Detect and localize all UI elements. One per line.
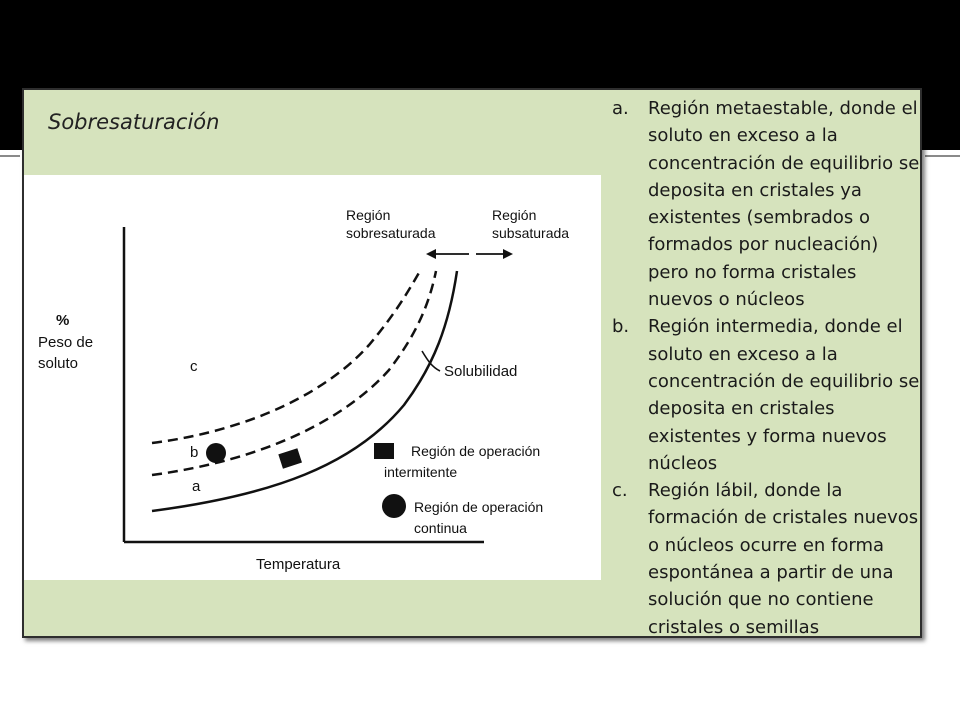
arrow-subsaturated-head [503, 249, 513, 259]
region-notes-list [612, 95, 924, 641]
y-axis-label-line-2: Peso de [38, 334, 94, 351]
arrow-supersaturated-head [426, 249, 436, 259]
divider-line-left [0, 155, 20, 157]
legend-continuous-marker [382, 494, 406, 518]
region-sub-label-line-1: Región [492, 207, 537, 223]
supersolubility-curve-outer [152, 271, 420, 443]
note-letter: b. [612, 316, 630, 338]
note-item-c [612, 477, 924, 641]
region-super-label-line-2: sobresaturada [346, 225, 436, 241]
zone-b-label: b [190, 444, 199, 461]
intermittent-operation-marker [278, 448, 302, 468]
note-item-a [612, 95, 924, 313]
page-title: Sobresaturación [48, 110, 220, 134]
note-letter: c. [612, 480, 628, 502]
legend-continuous-line-2: continua [414, 520, 467, 536]
note-item-b [612, 313, 924, 477]
note-text: Región intermedia, donde el soluto en exceso a la concentración de equilibrio se deposita en cristales existentes y forma nuevos núcleos [648, 316, 920, 474]
legend-intermittent-line-1: Región de operación [411, 443, 541, 459]
y-axis-label-line-3: soluto [38, 355, 79, 372]
region-super-label-line-1: Región [346, 207, 391, 223]
divider-line-right [925, 155, 960, 157]
zone-c-label: c [190, 358, 198, 375]
continuous-operation-marker [206, 443, 226, 463]
x-axis-label: Temperatura [256, 556, 341, 573]
note-text: Región metaestable, donde el soluto en exceso a la concentración de equilibrio se deposita en cristales ya existentes (sembrados o formados por nucleación) pero no forma cristales nuevos o núcleos [648, 98, 920, 311]
note-text: Región lábil, donde la formación de cristales nuevos o núcleos ocurre en forma espontánea a partir de una solución que no contiene cristales o semillas [648, 480, 919, 638]
note-letter: a. [612, 98, 629, 119]
solubility-label: Solubilidad [444, 363, 518, 380]
legend-continuous-line-1: Región de operación [414, 499, 544, 515]
zone-a-label: a [192, 478, 201, 495]
legend-intermittent-line-2: intermitente [384, 464, 458, 480]
region-sub-label-line-2: subsaturada [492, 225, 570, 241]
y-axis-label-line-1: % [56, 312, 70, 329]
supersaturation-diagram [24, 175, 601, 580]
legend-intermittent-marker [374, 443, 394, 459]
